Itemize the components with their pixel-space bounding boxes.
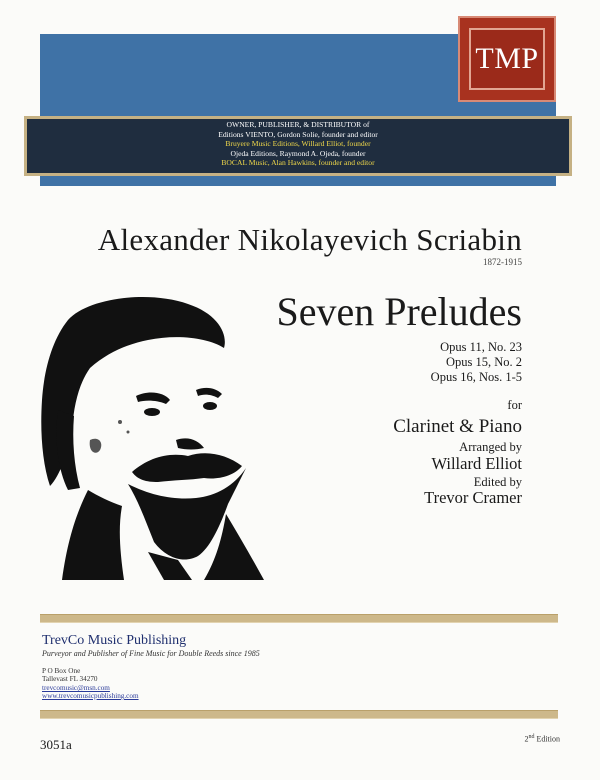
composer-portrait-image [28,290,286,580]
instrumentation: Clarinet & Piano [393,416,522,437]
work-title: Seven Preludes [276,289,522,334]
edition-label [524,734,560,744]
trevco-publisher-name: TrevCo Music Publishing [42,633,187,648]
for-label: for [507,398,522,412]
arranged-by-label: Arranged by [459,440,522,454]
footer-bottom-rule [40,710,558,719]
opus-line-1: Opus 11, No. 23 [440,340,522,354]
publisher-line-viento: Editions VIENTO, Gordon Solie, founder and editor [218,129,378,139]
website-link[interactable]: www.trevcomusicpublishing.com [42,692,139,700]
opus-line-2: Opus 15, No. 2 [445,355,522,369]
arranger-name: Willard Elliot [431,454,522,473]
address-line-2: Tallevast FL 34270 [42,675,98,683]
opus-line-3: Opus 16, Nos. 1-5 [430,370,522,384]
catalog-number: 3051a [40,737,72,752]
tmp-logo-text: TMP [475,42,539,75]
address-line-1: P O Box One [42,667,81,675]
publisher-info-box [24,116,572,176]
publisher-line-ojeda: Ojeda Editions, Raymond A. Ojeda, founder [230,148,366,158]
edition-number: 2 [524,734,529,744]
publisher-line-bocal: BOCAL Music, Alan Hawkins, founder and editor [221,158,375,167]
publisher-line-bruyere: Bruyere Music Editions, Willard Elliot, founder [225,139,371,148]
tmp-logo [458,16,556,102]
editor-name: Trevor Cramer [424,488,522,507]
email-link[interactable]: trevcomusic@msn.com [42,684,110,692]
edited-by-label: Edited by [473,475,522,489]
trevco-tagline: Purveyor and Publisher of Fine Music for Double Reeds since 1985 [42,649,260,658]
tmp-logo-inner [469,28,545,90]
edition-text: Edition [534,734,560,744]
edition-suffix: nd [528,734,535,740]
composer-dates: 1872-1915 [483,257,522,267]
publisher-line-owner: OWNER, PUBLISHER, & DISTRIBUTOR of [226,120,370,129]
composer-name: Alexander Nikolayevich Scriabin [97,222,522,257]
footer-top-rule [40,614,558,623]
